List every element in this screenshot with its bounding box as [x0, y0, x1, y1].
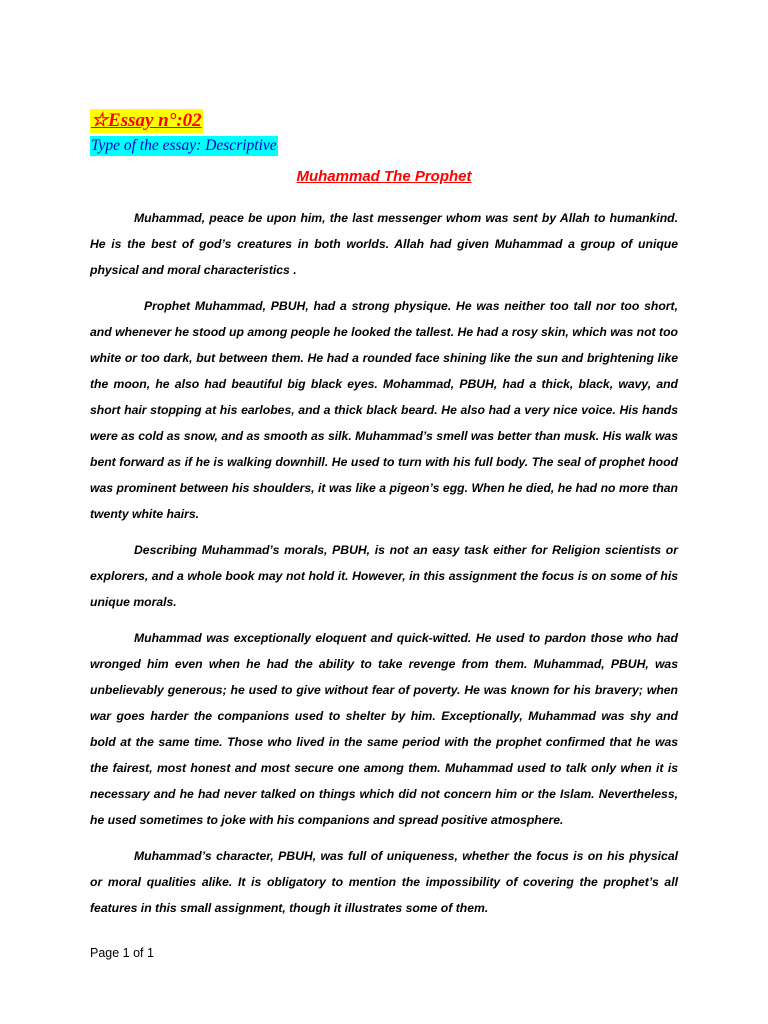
paragraph-morals-description: Muhammad was exceptionally eloquent and quick-witted. He used to pardon those who had wronged him even when he had the ability to take revenge from them. Muhammad, PBUH, was unbelievably generous; he used to give without fear of poverty. He was known for his bravery; when war goes harder the companions used to shelter by him. Exceptionally, Muhammad was shy and bold at the same time. Those who lived in the same period with the prophet confirmed that he was the fairest, most honest and most secure one among them. Muhammad used to talk only when it is necessary and he had never talked on things which did not concern him or the Islam. Nevertheless, he used sometimes to joke with his companions and spread positive atmosphere.: [90, 631, 678, 827]
page-number: Page 1 of 1: [90, 946, 154, 960]
essay-body: [90, 205, 678, 931]
essay-number-label: ☆Essay n°:02: [91, 110, 202, 131]
paragraph-introduction: Muhammad, peace be upon him, the last messenger whom was sent by Allah to humankind. He is the best of god’s creatures in both worlds. Allah had given Muhammad a group of unique physical and moral characteristics .: [90, 211, 678, 277]
paragraph-conclusion: Muhammad’s character, PBUH, was full of uniqueness, whether the focus is on his physical or moral qualities alike. It is obligatory to mention the impossibility of covering the prophet’s all features in this small assignment, though it illustrates some of them.: [90, 849, 678, 915]
essay-type-label: Type of the essay: Descriptive: [91, 137, 277, 154]
paragraph-morals-intro: Describing Muhammad’s morals, PBUH, is not an easy task either for Religion scientists or explorers, and a whole book may not hold it. However, in this assignment the focus is on some of his unique morals.: [90, 543, 678, 609]
essay-title: Muhammad The Prophet: [296, 168, 472, 185]
paragraph-physical-description: Prophet Muhammad, PBUH, had a strong physique. He was neither too tall nor too short, and whenever he stood up among people he looked the tallest. He had a rosy skin, which was not too white or too dark, but between them. He had a rounded face shining like the sun and brightening like the moon, he also had beautiful big black eyes. Mohammad, PBUH, had a thick, black, wavy, and short hair stopping at his earlobes, and a thick black beard. He also had a very nice voice. His hands were as cold as snow, and as smooth as silk. Muhammad’s smell was better than musk. His walk was bent forward as if he is walking downhill. He used to turn with his full body. The seal of prophet hood was prominent between his shoulders, it was like a pigeon’s egg. When he died, he had no more than twenty white hairs.: [90, 299, 678, 521]
